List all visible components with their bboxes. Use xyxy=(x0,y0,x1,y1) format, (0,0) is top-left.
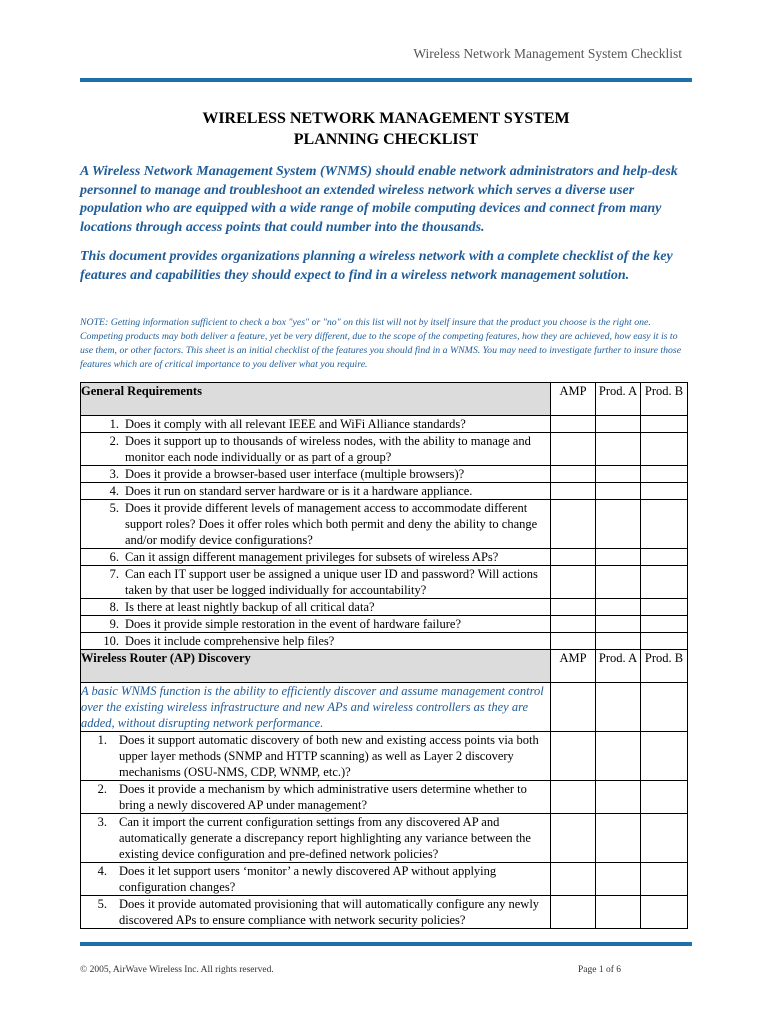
checkbox-cell-amp[interactable] xyxy=(551,633,596,650)
section-title: Wireless Router (AP) Discovery xyxy=(81,650,551,683)
question-number: 1. xyxy=(97,733,107,747)
checkbox-cell-amp[interactable] xyxy=(551,416,596,433)
checkbox-cell-prod-b[interactable] xyxy=(641,732,688,781)
checkbox-cell-prod-b[interactable] xyxy=(641,549,688,566)
column-header-prod-b: Prod. B xyxy=(641,383,688,416)
question-text: Does it let support users ‘monitor’ a newly discovered AP without applying configuration changes? xyxy=(119,864,497,894)
title-line-1: WIRELESS NETWORK MANAGEMENT SYSTEM xyxy=(202,110,570,127)
checkbox-cell-prod-b[interactable] xyxy=(641,781,688,814)
table-row xyxy=(81,732,688,781)
title-line-2: PLANNING CHECKLIST xyxy=(293,131,479,148)
table-row xyxy=(81,896,688,929)
table-row xyxy=(81,566,688,599)
question-text: Does it provide different levels of management access to accommodate different support roles? Does it offer roles which both permit and deny the ability to change and/or modify device configurations? xyxy=(125,501,538,547)
intro-note: NOTE: Getting information sufficient to check a box "yes" or "no" on this list will not by itself insure that the product you choose is the right one. Competing products may both deliver a feature, yet be very different, due to the scope of the competing features, how they are achieved, how easy it is to use them, or other factors. This sheet is an initial checklist of the features you should find in a WNMS. You may need to investigate further to insure those features which are of critical importance to you deliver what you require. xyxy=(80,317,682,370)
table-row xyxy=(81,433,688,466)
checkbox-cell-prod-a[interactable] xyxy=(596,896,641,929)
checkbox-cell-amp[interactable] xyxy=(551,616,596,633)
question-text: Does it run on standard server hardware or is it a hardware appliance. xyxy=(125,484,473,498)
column-header-amp: AMP xyxy=(551,383,596,416)
intro-paragraph-2: This document provides organizations planning a wireless network with a complete checklist of the key features and capabilities they should expect to find in a wireless network management solution. xyxy=(80,249,673,283)
checkbox-cell-prod-b[interactable] xyxy=(641,863,688,896)
checkbox-cell-prod-b[interactable] xyxy=(641,599,688,616)
section-title: General Requirements xyxy=(81,383,551,416)
table-row xyxy=(81,599,688,616)
column-header-amp: AMP xyxy=(551,650,596,683)
question-text: Does it include comprehensive help files? xyxy=(125,634,335,648)
question-number: 4. xyxy=(109,484,119,498)
checkbox-cell-prod-b[interactable] xyxy=(641,814,688,863)
table-row xyxy=(81,814,688,863)
table-row xyxy=(81,781,688,814)
page-number: Page 1 of 6 xyxy=(578,965,622,975)
checkbox-cell-prod-b[interactable] xyxy=(641,896,688,929)
checkbox-cell-prod-a[interactable] xyxy=(596,863,641,896)
checkbox-cell-prod-a[interactable] xyxy=(596,599,641,616)
question-number: 3. xyxy=(97,815,107,829)
question-text: Does it provide simple restoration in the event of hardware failure? xyxy=(125,617,461,631)
question-number: 2. xyxy=(109,434,119,448)
question-text: Does it provide automated provisioning that will automatically configure any newly discovered APs to ensure compliance with network security policies? xyxy=(119,897,540,927)
checkbox-cell-amp[interactable] xyxy=(551,814,596,863)
checkbox-cell-prod-a[interactable] xyxy=(596,549,641,566)
table-row xyxy=(81,549,688,566)
question-number: 7. xyxy=(109,567,119,581)
column-header-prod-a: Prod. A xyxy=(596,383,641,416)
question-text: Does it support up to thousands of wireless nodes, with the ability to manage and monitor each node individually or as part of a group? xyxy=(125,434,531,464)
question-number: 5. xyxy=(109,501,119,515)
checkbox-cell-amp[interactable] xyxy=(551,433,596,466)
checkbox-cell-prod-b[interactable] xyxy=(641,483,688,500)
section-header-row xyxy=(81,383,688,416)
checkbox-cell-prod-a[interactable] xyxy=(596,633,641,650)
checkbox-cell-amp[interactable] xyxy=(551,896,596,929)
checkbox-cell-prod-b[interactable] xyxy=(641,500,688,549)
question-number: 1. xyxy=(109,417,119,431)
checkbox-cell-prod-a[interactable] xyxy=(596,433,641,466)
checkbox-cell-prod-a[interactable] xyxy=(596,781,641,814)
question-number: 9. xyxy=(109,617,119,631)
question-text: Can it assign different management privileges for subsets of wireless APs? xyxy=(125,550,499,564)
checkbox-cell-prod-b[interactable] xyxy=(641,616,688,633)
table-row xyxy=(81,633,688,650)
column-header-prod-a: Prod. A xyxy=(596,650,641,683)
header-rule xyxy=(80,78,692,82)
question-text: Can it import the current configuration settings from any discovered AP and automatically generate a discrepancy report highlighting any variance between the existing device configuration and pre-defined network policies? xyxy=(119,815,531,861)
checkbox-cell-prod-a[interactable] xyxy=(596,814,641,863)
checkbox-cell-prod-a[interactable] xyxy=(596,566,641,599)
checkbox-cell-prod-a[interactable] xyxy=(596,483,641,500)
running-header: Wireless Network Management System Checklist xyxy=(413,46,682,61)
table-row xyxy=(81,863,688,896)
question-text: Is there at least nightly backup of all critical data? xyxy=(125,600,375,614)
checkbox-cell-prod-a[interactable] xyxy=(596,466,641,483)
footer-rule xyxy=(80,942,692,946)
table-row xyxy=(81,466,688,483)
checkbox-cell-prod-b[interactable] xyxy=(641,566,688,599)
checkbox-cell-amp[interactable] xyxy=(551,500,596,549)
copyright-notice: © 2005, AirWave Wireless Inc. All rights reserved. xyxy=(80,965,274,975)
table-row xyxy=(81,483,688,500)
table-row xyxy=(81,616,688,633)
checkbox-cell-amp[interactable] xyxy=(551,599,596,616)
column-header-prod-b: Prod. B xyxy=(641,650,688,683)
checkbox-cell-prod-a[interactable] xyxy=(596,500,641,549)
question-text: Does it provide a browser-based user interface (multiple browsers)? xyxy=(125,467,465,481)
question-number: 3. xyxy=(109,467,119,481)
question-number: 8. xyxy=(109,600,119,614)
checkbox-cell-prod-b[interactable] xyxy=(641,466,688,483)
checklist-table xyxy=(80,382,688,929)
checkbox-cell-prod-a[interactable] xyxy=(596,616,641,633)
checkbox-cell-prod-b[interactable] xyxy=(641,633,688,650)
checkbox-cell-amp[interactable] xyxy=(551,863,596,896)
question-number: 2. xyxy=(97,782,107,796)
checkbox-cell-prod-a[interactable] xyxy=(596,416,641,433)
question-text: Does it provide a mechanism by which administrative users determine whether to bring a newly discovered AP under management? xyxy=(119,782,527,812)
checkbox-cell-amp[interactable] xyxy=(551,732,596,781)
section-description-row xyxy=(81,683,688,732)
question-text: Does it support automatic discovery of both new and existing access points via both upper layer methods (SNMP and HTTP scanning) as well as Layer 2 discovery mechanisms (OSU-NMS, CDP, WNMP, etc.)? xyxy=(119,733,539,779)
checkbox-cell-amp[interactable] xyxy=(551,566,596,599)
question-number: 6. xyxy=(109,550,119,564)
checkbox-cell-prod-b[interactable] xyxy=(641,416,688,433)
question-number: 10. xyxy=(103,634,119,648)
question-text: Can each IT support user be assigned a unique user ID and password? Will actions taken by that user be logged individually for accountability? xyxy=(125,567,538,597)
intro-paragraph-1: A Wireless Network Management System (WNMS) should enable network administrators and help-desk personnel to manage and troubleshoot an extended wireless network which serves a diverse user population who are equipped with a wide range of mobile computing devices and connect from many locations through access points that could number into the thousands. xyxy=(80,164,678,235)
table-row xyxy=(81,500,688,549)
checkbox-cell-prod-a[interactable] xyxy=(596,732,641,781)
checkbox-cell-amp[interactable] xyxy=(551,483,596,500)
question-number: 5. xyxy=(97,897,107,911)
checkbox-cell-amp[interactable] xyxy=(551,781,596,814)
checkbox-cell-amp[interactable] xyxy=(551,549,596,566)
checkbox-cell-amp[interactable] xyxy=(551,466,596,483)
section-header-row xyxy=(81,650,688,683)
question-text: Does it comply with all relevant IEEE and WiFi Alliance standards? xyxy=(125,417,466,431)
table-row xyxy=(81,416,688,433)
document-title xyxy=(80,108,692,150)
checkbox-cell-prod-b[interactable] xyxy=(641,433,688,466)
question-number: 4. xyxy=(97,864,107,878)
section-description: A basic WNMS function is the ability to efficiently discover and assume management control over the existing wireless infrastructure and new APs and wireless controllers as they are added, without disrupting network performance. xyxy=(81,683,551,732)
